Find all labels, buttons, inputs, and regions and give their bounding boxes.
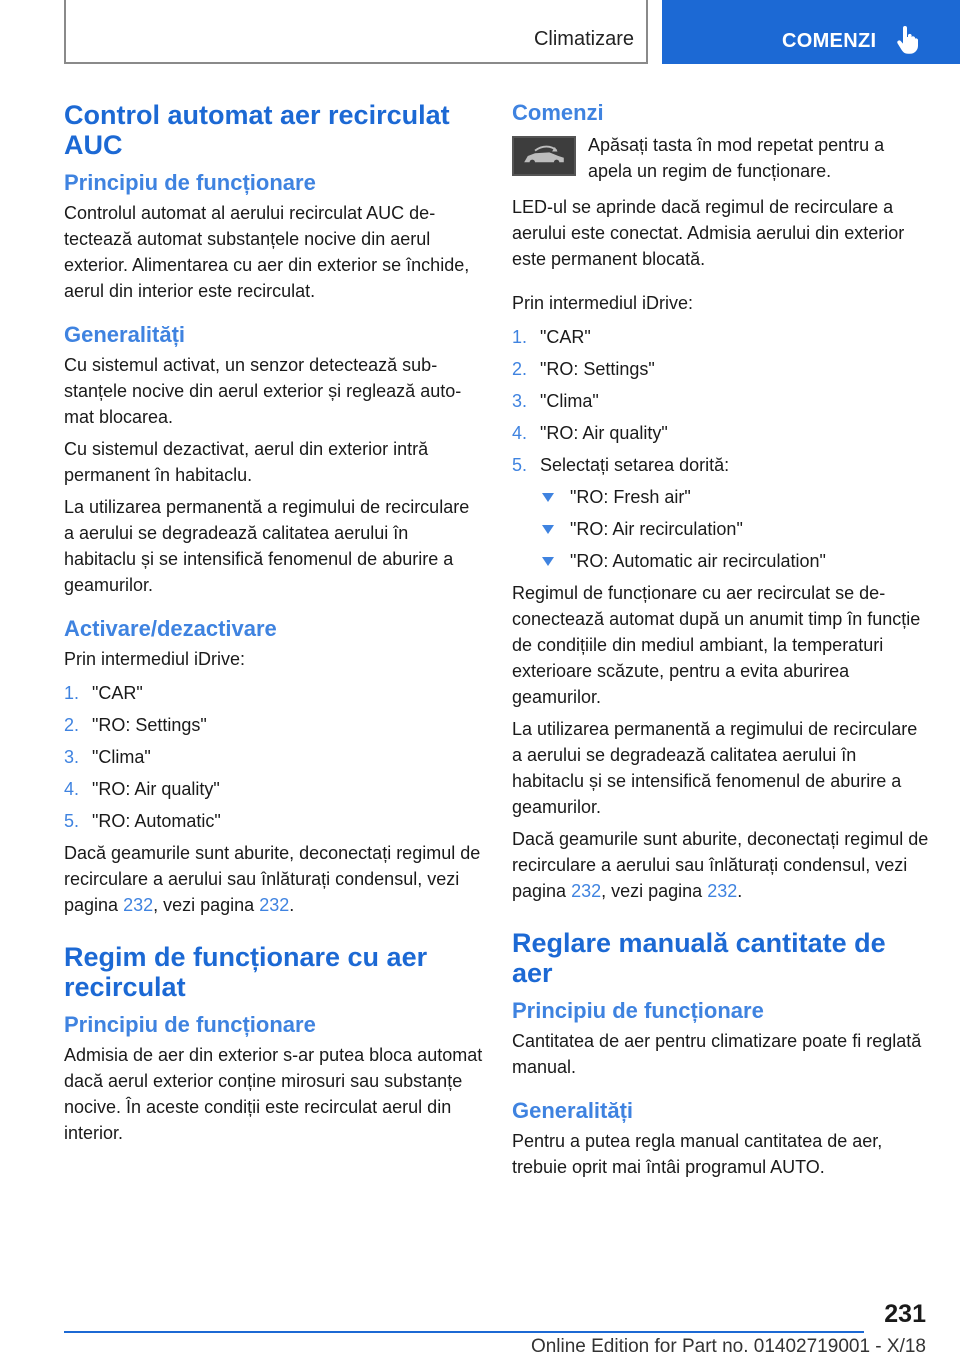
auc-principle-heading: Principiu de funcționare bbox=[64, 170, 316, 195]
idrive-intro: Prin intermediul iDrive: bbox=[512, 293, 694, 313]
auto-off-text: Regimul de funcționare cu aer recirculat se deconectează automat după un anumit timp în funcție de condițiile din mediul ambiant, la temperaturi exterioare scăzute, pentru a evita aburirea geamurilor. bbox=[512, 583, 921, 707]
list-item: 5. "RO: Automatic" bbox=[64, 811, 221, 831]
list-item: 3. "Clima" bbox=[64, 747, 151, 767]
list-item: 1. "CAR" bbox=[64, 683, 143, 703]
list-item: "RO: Air recirculation" bbox=[512, 516, 930, 542]
triangle-bullet-icon bbox=[542, 557, 554, 566]
header-chapter-tab[interactable] bbox=[662, 0, 960, 64]
section-title: Climatizare bbox=[533, 28, 634, 50]
auc-general-p1: Cu sistemul activat, un senzor detectează substanțele nocive din aerul exterior și reglează automat blocarea. bbox=[64, 355, 462, 427]
triangle-bullet-icon bbox=[542, 525, 554, 534]
button-description: Apăsați tasta în mod repetat pentru a apela un regim de funcționare. bbox=[588, 135, 885, 181]
manual-principle-text: Cantitatea de aer pentru climatizare poate fi reglată manual. bbox=[512, 1031, 922, 1077]
header-section-box bbox=[64, 0, 648, 64]
list-item: "RO: Automatic air recirculation" bbox=[512, 548, 930, 574]
page-link[interactable]: 232 bbox=[123, 895, 154, 915]
auc-general-heading: Generalități bbox=[64, 322, 186, 347]
list-item: 2. "RO: Settings" bbox=[512, 359, 655, 379]
list-item: 2. "RO: Settings" bbox=[64, 715, 207, 735]
auc-principle-text: Controlul automat al aerului recirculat AUC detectează automat substanțele nocive din aerul exterior. Alimentarea cu aer din exterior se închide, aerul din interior este recirculat. bbox=[64, 203, 470, 301]
manual-principle-heading: Principiu de funcționare bbox=[512, 998, 764, 1023]
list-item: 5. Selectați setarea dorită: bbox=[512, 455, 730, 475]
manual-title: Reglare manuală cantitate de aer bbox=[512, 928, 886, 988]
list-item: "RO: Fresh air" bbox=[512, 484, 930, 510]
recirc-principle-heading: Principiu de funcționare bbox=[64, 1012, 316, 1037]
list-item: 4. "RO: Air quality" bbox=[512, 423, 668, 443]
recirc-principle-text: Admisia de aer din exterior s-ar putea bloca automat dacă aerul exterior conține mirosuri sau substanțe nocive. În aceste condiții este recirculat aerul din interior. bbox=[64, 1045, 483, 1143]
controls-heading: Comenzi bbox=[512, 100, 604, 125]
manual-general-heading: Generalități bbox=[512, 1098, 634, 1123]
page-link[interactable]: 232 bbox=[707, 881, 738, 901]
footer-divider bbox=[64, 1331, 864, 1333]
setting-options bbox=[512, 484, 930, 574]
manual-general-text: Pentru a putea regla manual cantitatea de aer, trebuie oprit mai întâi programul AUTO. bbox=[512, 1131, 883, 1177]
air-recirculation-button-icon bbox=[512, 136, 576, 176]
activation-intro: Prin intermediul iDrive: bbox=[64, 649, 246, 669]
degrade-text: La utilizarea permanentă a regimului de recirculare a aerului se degradează calitatea aerului în habitaclu și se intensifică fenomenul de aburire a geamurilor. bbox=[512, 719, 918, 817]
fog-paragraph: Dacă geamurile sunt aburite, deconectați regimul de recirculare a aerului sau înlăturați condensul, vezi pagina 232, vezi pagina 232. bbox=[512, 829, 929, 901]
fog-paragraph: Dacă geamurile sunt aburite, deconectați regimul de recirculare a aerului sau înlăturați condensul, vezi pagina 232, vezi pagina 232. bbox=[64, 843, 481, 915]
list-item: 1. "CAR" bbox=[512, 327, 591, 347]
page-link[interactable]: 232 bbox=[571, 881, 602, 901]
auc-general-p2: Cu sistemul dezactivat, aerul din exterior intră permanent în habitaclu. bbox=[64, 439, 429, 485]
auc-title: Control automat aer recirculat AUC bbox=[64, 100, 450, 160]
auc-general-p3: La utilizarea permanentă a regimului de recirculare a aerului se degradează calitatea aerului în habitaclu și se intensifică fenomenul de aburire a geamurilor. bbox=[64, 497, 470, 595]
chapter-title: COMENZI bbox=[782, 30, 877, 52]
activation-steps bbox=[64, 680, 484, 834]
page-link[interactable]: 232 bbox=[259, 895, 290, 915]
recirc-title: Regim de funcționare cu aer recirculat bbox=[64, 942, 428, 1002]
button-row bbox=[512, 132, 930, 188]
activation-heading: Activare/dezactivare bbox=[64, 616, 277, 641]
led-text: LED-ul se aprinde dacă regimul de recirculare a aerului este conectat. Admisia aerului din exterior este permanent blocată. bbox=[512, 197, 905, 269]
list-item: 4. "RO: Air quality" bbox=[64, 779, 220, 799]
list-item: 3. "Clima" bbox=[512, 391, 599, 411]
edition-text: Online Edition for Part no. 01402719001 - X/18 bbox=[530, 1336, 926, 1357]
idrive-steps bbox=[512, 324, 930, 478]
pointing-hand-icon bbox=[895, 26, 919, 54]
right-column bbox=[512, 100, 930, 1186]
page-number: 231 bbox=[884, 1300, 926, 1328]
triangle-bullet-icon bbox=[542, 493, 554, 502]
left-column bbox=[64, 100, 484, 1152]
